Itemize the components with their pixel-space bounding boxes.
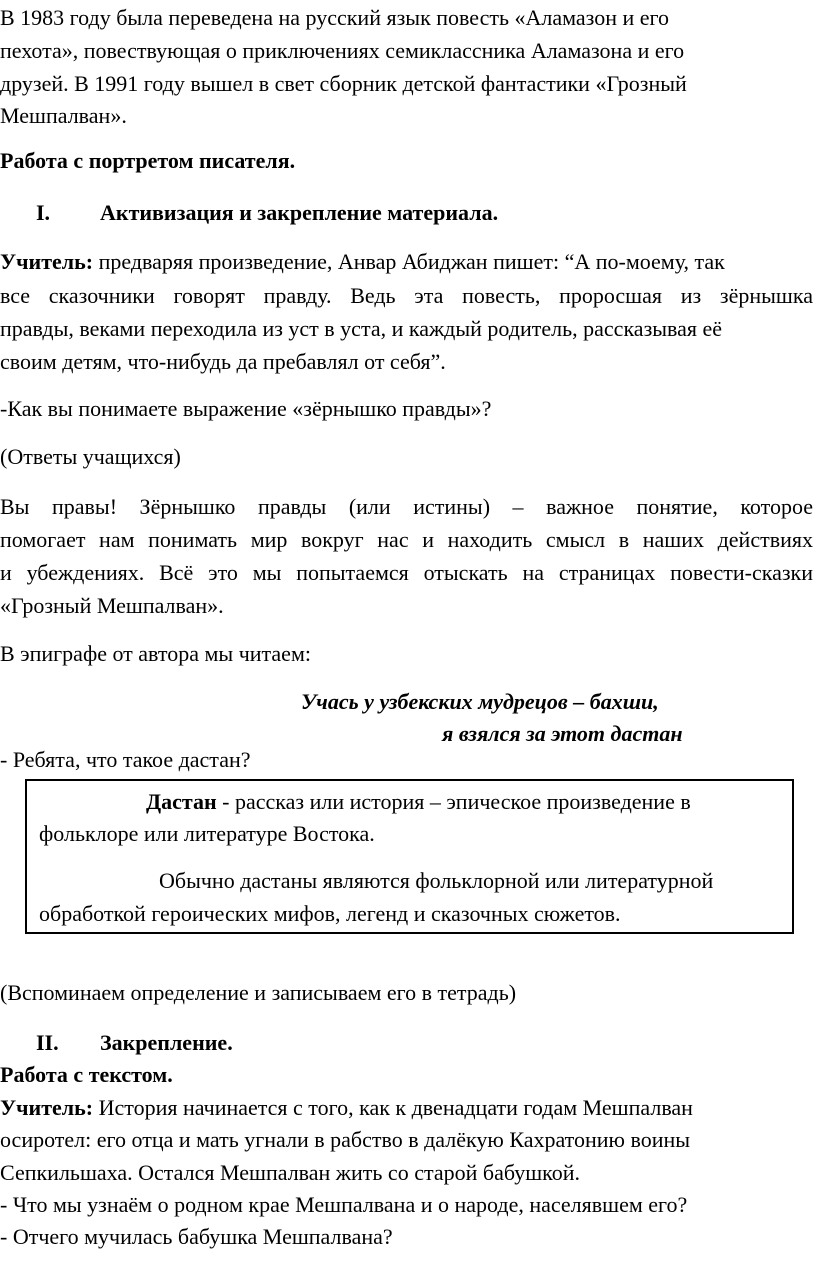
question-line: - Отчего мучилась бабушка Мешпалвана? <box>0 1224 393 1249</box>
teacher-line: все сказочники говорят правду. Ведь эта повесть, проросшая из зёрнышка <box>0 283 813 308</box>
teacher2-text: История начинается с того, как к двенадцати годам Мешпалван <box>93 1095 693 1120</box>
epigraph-line: Учась у узбекских мудрецов – бахши, <box>301 689 659 714</box>
intro-line: В 1983 году была переведена на русский язык повесть «Аламазон и его <box>0 5 670 30</box>
definition-text: - рассказ или история – эпическое произведение в <box>216 789 691 814</box>
question-line: - Что мы узнаём о родном крае Мешпалвана и о народе, населявшем его? <box>0 1192 688 1217</box>
definition-line: фольклоре или литературе Востока. <box>39 821 375 846</box>
section-1-number: I. <box>36 200 51 225</box>
heading-portrait-text: Работа с портретом писателя. <box>0 148 296 173</box>
teacher2-line <box>0 1093 693 1123</box>
recall-note: (Вспоминаем определение и записываем его в тетрадь) <box>0 980 517 1005</box>
definition-line <box>146 787 691 817</box>
definition-line: Обычно дастаны являются фольклорной или литературной <box>159 868 714 893</box>
teacher2-label: Учитель: <box>0 1095 94 1120</box>
section-1-title: Активизация и закрепление материала. <box>100 200 499 225</box>
question-dastan: - Ребята, что такое дастан? <box>0 747 251 772</box>
section-2-heading <box>36 1028 233 1058</box>
teacher2-line: Сепкильшаха. Остался Мешпалван жить со старой бабушкой. <box>0 1160 580 1185</box>
intro-line: пехота», повествующая о приключениях семиклассника Аламазона и его <box>0 38 685 63</box>
answers-note: (Ответы учащихся) <box>0 444 181 469</box>
definition-line: обработкой героических мифов, легенд и сказочных сюжетов. <box>39 901 621 926</box>
section-1-heading <box>36 198 498 228</box>
heading-portrait <box>0 146 295 176</box>
epigraph-line: я взялся за этот дастан <box>442 721 683 746</box>
intro-line: Мешпалван». <box>0 103 127 128</box>
teacher-line: своим детям, что-нибудь да пребавлял от себя”. <box>0 349 446 374</box>
epigraph-intro: В эпиграфе от автора мы читаем: <box>0 641 311 666</box>
question-truth-grain: -Как вы понимаете выражение «зёрнышко правды»? <box>0 396 492 421</box>
teacher2-line: осиротел: его отца и мать угнали в рабство в далёкую Кахратонию воины <box>0 1127 691 1152</box>
teacher-line <box>0 247 725 277</box>
intro-line: друзей. В 1991 году вышел в свет сборник детской фантастики «Грозный <box>0 71 687 96</box>
heading-text-work-text: Работа с текстом. <box>0 1062 173 1087</box>
truth-line: Вы правы! Зёрнышко правды (или истины) – важное понятие, которое <box>0 494 813 519</box>
heading-text-work <box>0 1060 173 1090</box>
section-2-title: Закрепление. <box>100 1030 233 1055</box>
truth-line: «Грозный Мешпалван». <box>0 593 224 618</box>
teacher-label: Учитель: <box>0 249 94 274</box>
definition-term: Дастан <box>146 789 217 814</box>
teacher-text: предваряя произведение, Анвар Абиджан пишет: “А по-моему, так <box>93 249 725 274</box>
truth-line: и убеждениях. Всё это мы попытаемся отыскать на страницах повести-сказки <box>0 560 813 585</box>
teacher-line: правды, веками переходила из уст в уста, и каждый родитель, рассказывая её <box>0 316 723 341</box>
truth-line: помогает нам понимать мир вокруг нас и находить смысл в наших действиях <box>0 527 813 552</box>
section-2-number: II. <box>36 1030 59 1055</box>
